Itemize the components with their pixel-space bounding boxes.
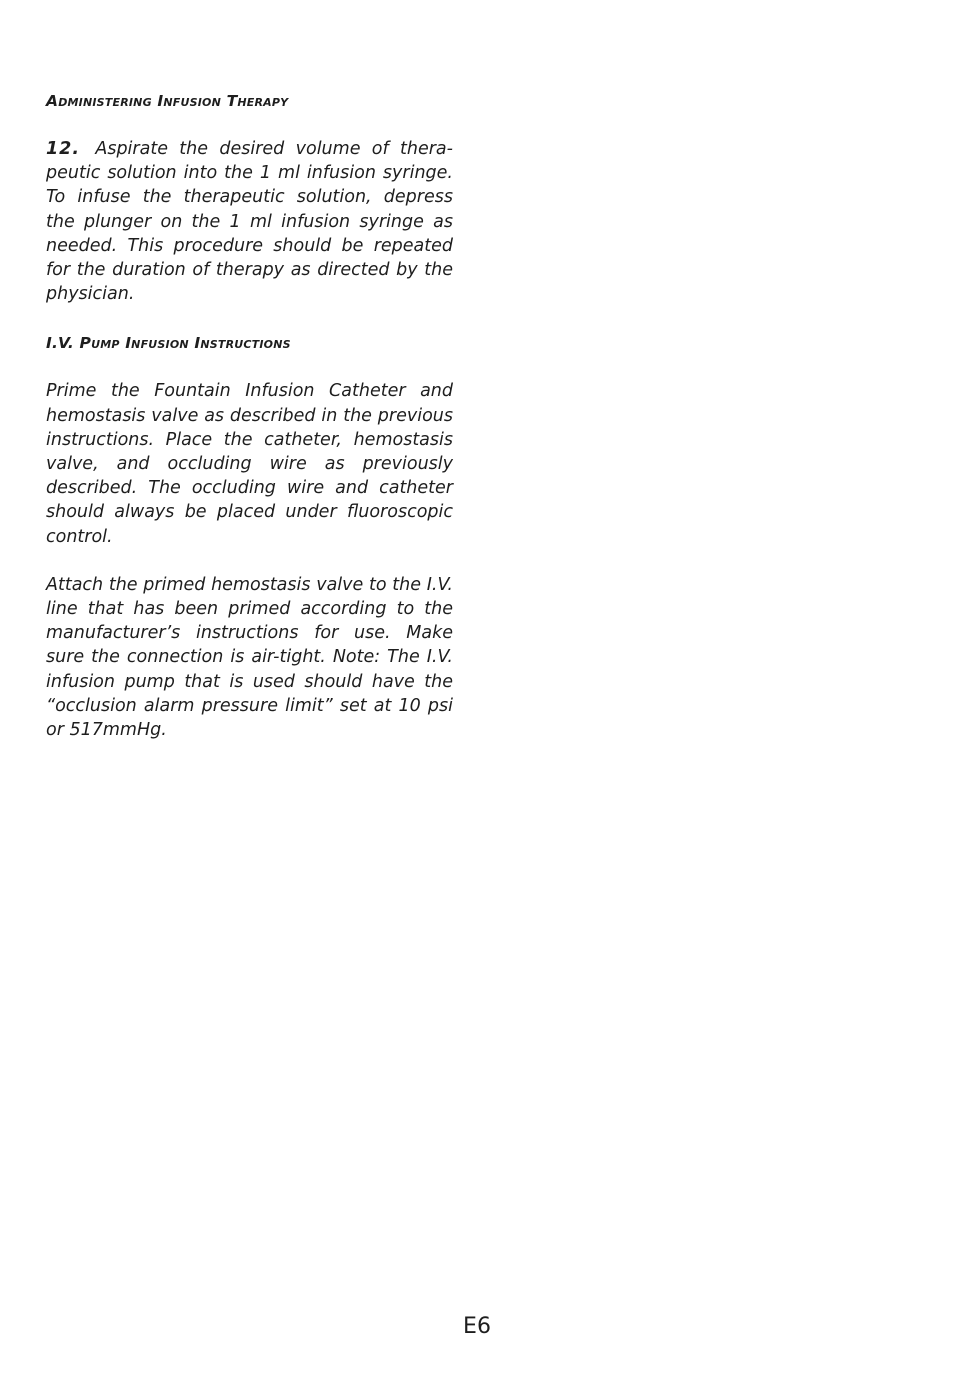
- section-heading-iv-pump-infusion-instructions: I.V. Pump Infusion Instructions: [46, 334, 291, 353]
- step-number: 12.: [46, 139, 81, 159]
- page-number: E6: [463, 1314, 491, 1339]
- step-12-paragraph: [46, 137, 453, 306]
- prime-catheter-paragraph: Prime the Fountain Infusion Catheter and hemostasis valve as described in the previous instructions. Place the catheter, hemostasis valve, and occluding wire as previously described. The occluding wire and catheter should always be placed under fluoroscopic control.: [46, 381, 453, 547]
- step-12-text: Aspirate the desired volume of therapeutic solution into the 1 ml infusion syringe. To infuse the therapeutic solution, depress the plunger on the 1 ml infusion syringe as needed. This procedure should be repeated for the duration of therapy as directed by the physician.: [46, 139, 453, 305]
- section-heading-administering-infusion-therapy: Administering Infusion Therapy: [46, 92, 289, 110]
- text-column: [46, 88, 453, 742]
- attach-valve-paragraph: Attach the primed hemostasis valve to the I.V. line that has been primed according to the manufacturer’s instructions for use. Make sure the connection is air-tight. Note: The I.V. infusion pump that is used should have the “occlusion alarm pressure limit” set at 10 psi or 517mmHg.: [46, 574, 453, 741]
